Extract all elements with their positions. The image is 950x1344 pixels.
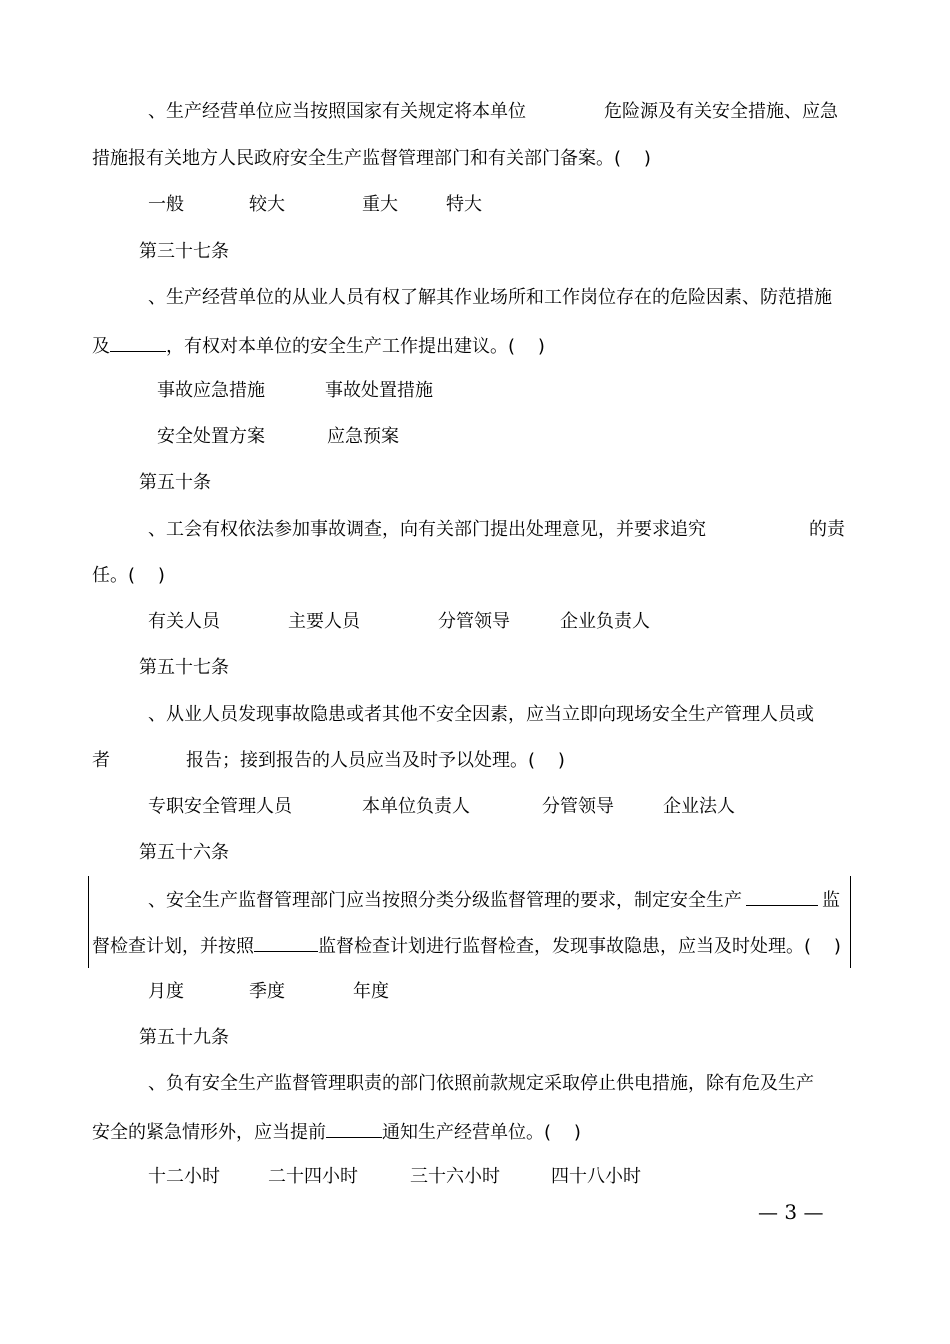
q5-line1-end: 监 bbox=[822, 890, 840, 911]
q6-option-a: 十二小时 bbox=[148, 1166, 220, 1187]
q1-text-line2: 措施报有关地方人民政府安全生产监督管理部门和有关部门备案。( ) bbox=[92, 148, 651, 169]
q3-option-d: 企业负责人 bbox=[560, 611, 650, 632]
q1-article-answer: 第三十七条 bbox=[139, 241, 229, 262]
q2-option-a: 事故应急措施 bbox=[157, 380, 265, 401]
q3-text-line2: 任。( ) bbox=[92, 565, 165, 586]
q5-article-answer: 第五十九条 bbox=[139, 1027, 229, 1048]
q6-text-line2 bbox=[92, 1119, 581, 1145]
q3-option-b: 主要人员 bbox=[288, 611, 360, 632]
q5-option-b: 季度 bbox=[249, 981, 285, 1002]
q3-option-a: 有关人员 bbox=[148, 611, 220, 632]
q5-blank-1 bbox=[746, 887, 818, 906]
q5-line2-end: 监督检查计划进行监督检查，发现事故隐患，应当及时处理。( ) bbox=[318, 936, 841, 957]
q2-text-line1: 、生产经营单位的从业人员有权了解其作业场所和工作岗位存在的危险因素、防范措施 bbox=[148, 287, 832, 308]
q2-option-d: 应急预案 bbox=[327, 426, 399, 447]
q4-option-a: 专职安全管理人员 bbox=[148, 796, 292, 817]
q3-option-c: 分管领导 bbox=[438, 611, 510, 632]
q4-text-line2b: 报告；接到报告的人员应当及时予以处理。( ) bbox=[186, 750, 565, 771]
q3-text-line1b: 的责 bbox=[809, 519, 845, 540]
q5-option-a: 月度 bbox=[148, 981, 184, 1002]
q2-option-c: 安全处置方案 bbox=[157, 426, 265, 447]
q2-line2-start: 及 bbox=[92, 336, 110, 357]
q5-left-rule bbox=[88, 876, 89, 968]
q1-option-c: 重大 bbox=[362, 194, 398, 215]
q4-text-line1: 、从业人员发现事故隐患或者其他不安全因素，应当立即向现场安全生产管理人员或 bbox=[148, 704, 814, 725]
q2-option-b: 事故处置措施 bbox=[325, 380, 433, 401]
q5-text-line1 bbox=[148, 887, 840, 913]
q1-text-line1a: 、生产经营单位应当按照国家有关规定将本单位 bbox=[148, 101, 526, 122]
q3-text-line1a: 、工会有权依法参加事故调查，向有关部门提出处理意见，并要求追究 bbox=[148, 519, 706, 540]
q6-option-c: 三十六小时 bbox=[410, 1166, 500, 1187]
q5-blank-2 bbox=[254, 933, 318, 952]
q1-option-b: 较大 bbox=[249, 194, 285, 215]
q2-blank bbox=[110, 333, 166, 352]
q2-text-line2 bbox=[92, 333, 545, 359]
q4-option-d: 企业法人 bbox=[663, 796, 735, 817]
q6-option-d: 四十八小时 bbox=[551, 1166, 641, 1187]
q4-option-c: 分管领导 bbox=[542, 796, 614, 817]
q6-text-line1: 、负有安全生产监督管理职责的部门依照前款规定采取停止供电措施，除有危及生产 bbox=[148, 1073, 814, 1094]
q5-right-rule bbox=[850, 876, 851, 968]
q1-option-d: 特大 bbox=[446, 194, 482, 215]
q6-option-b: 二十四小时 bbox=[268, 1166, 358, 1187]
q4-option-b: 本单位负责人 bbox=[362, 796, 470, 817]
q6-blank bbox=[326, 1119, 382, 1138]
q2-article-answer: 第五十条 bbox=[139, 472, 211, 493]
q6-line2-start: 安全的紧急情形外，应当提前 bbox=[92, 1122, 326, 1143]
q1-text-line1b: 危险源及有关安全措施、应急 bbox=[604, 101, 838, 122]
q5-option-c: 年度 bbox=[353, 981, 389, 1002]
q4-text-line2a: 者 bbox=[92, 750, 110, 771]
q3-article-answer: 第五十七条 bbox=[139, 657, 229, 678]
q4-article-answer: 第五十六条 bbox=[139, 842, 229, 863]
q2-line2-end: ，有权对本单位的安全生产工作提出建议。( ) bbox=[166, 336, 545, 357]
q5-line1-start: 、安全生产监督管理部门应当按照分类分级监督管理的要求，制定安全生产 bbox=[148, 890, 742, 911]
q6-line2-end: 通知生产经营单位。( ) bbox=[382, 1122, 581, 1143]
page-number: — 3 — bbox=[758, 1200, 824, 1224]
q1-option-a: 一般 bbox=[148, 194, 184, 215]
q5-line2-start: 督检查计划，并按照 bbox=[92, 936, 254, 957]
q5-text-line2 bbox=[92, 933, 841, 959]
